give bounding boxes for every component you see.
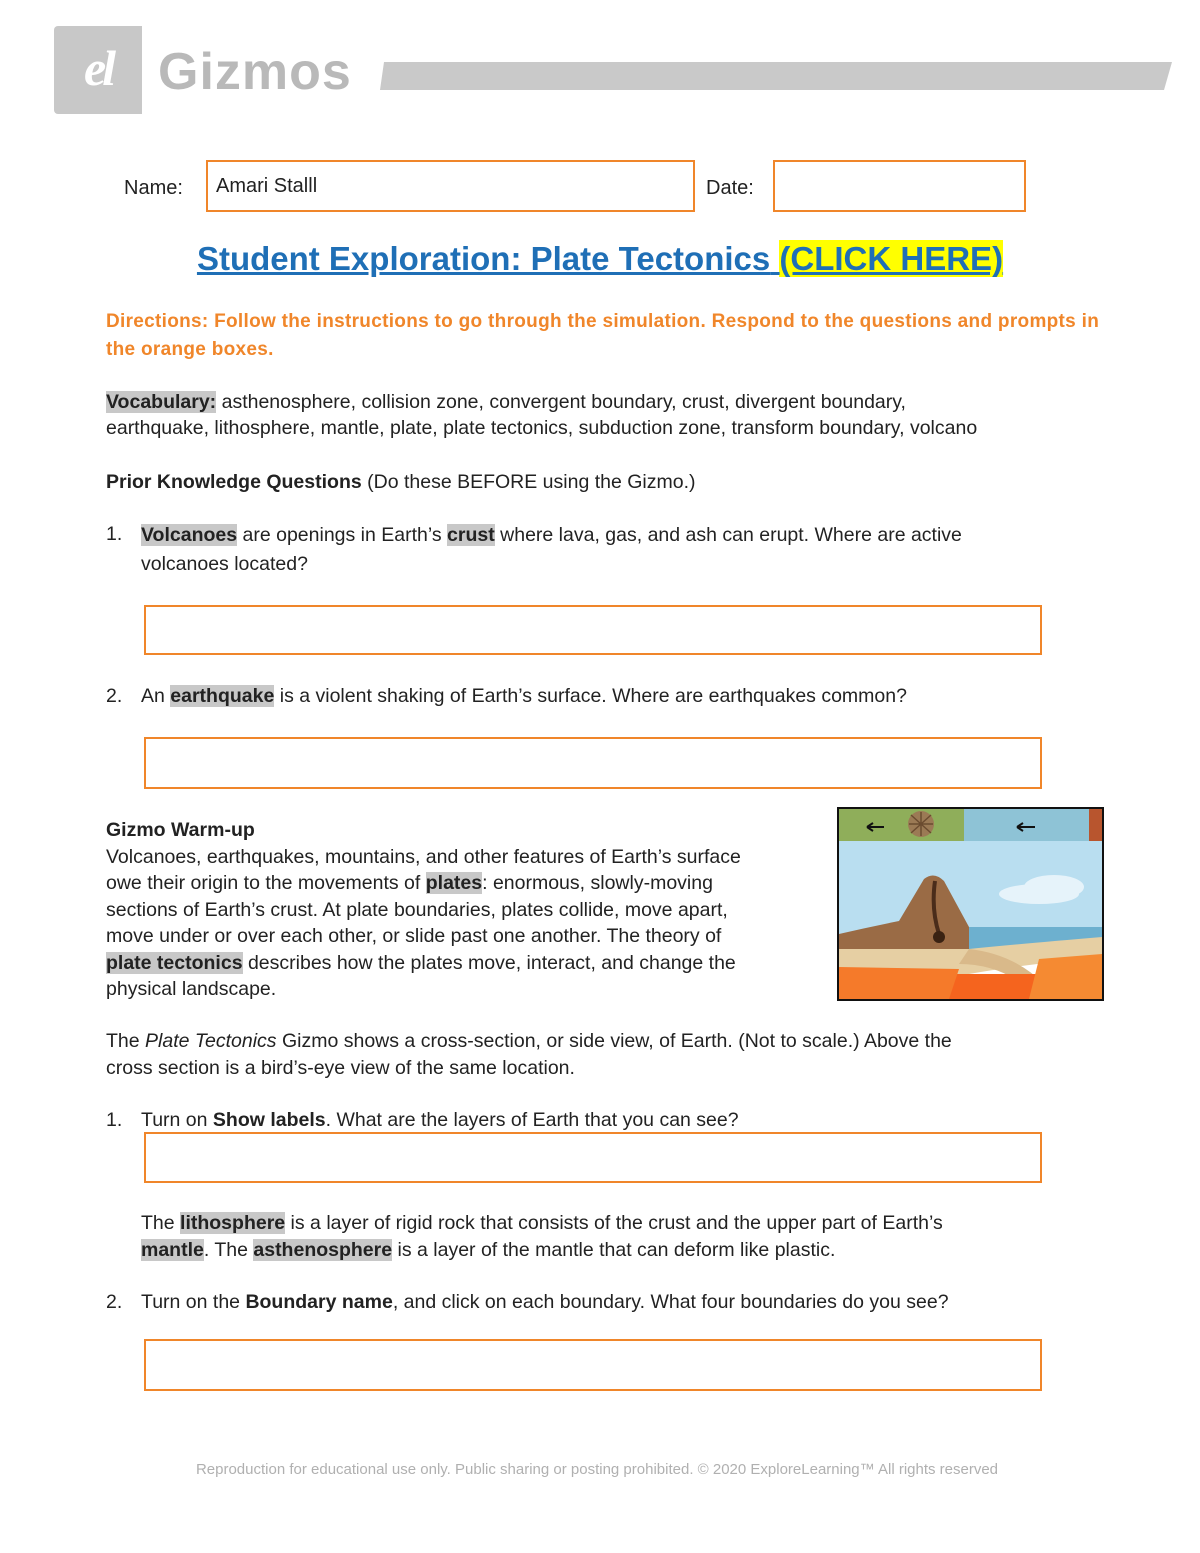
vocabulary: [106, 389, 1106, 441]
desc-gizmo-name: Plate Tectonics: [145, 1030, 277, 1052]
title-link[interactable]: [197, 240, 1003, 277]
term-earthquake: earthquake: [170, 685, 275, 707]
warmup-line4: move under or over each other, or slide past one another. The theory of: [106, 925, 722, 947]
term-volcanoes: Volcanoes: [141, 524, 238, 546]
term-mantle: mantle: [141, 1239, 204, 1261]
warmup-line2a: owe their origin to the movements of: [106, 872, 426, 894]
warmup-line1: Volcanoes, earthquakes, mountains, and other features of Earth’s surface: [106, 845, 741, 868]
info-t2: is a layer of rigid rock that consists of the crust and the upper part of Earth’s: [285, 1212, 943, 1234]
term-plates: plates: [425, 872, 483, 894]
name-value: Amari Stalll: [216, 174, 318, 197]
term-lithosphere: lithosphere: [180, 1212, 286, 1234]
term-asthenosphere: asthenosphere: [253, 1239, 393, 1261]
prior-q2: [141, 683, 1101, 709]
warmup-q1-number: 1.: [106, 1109, 123, 1131]
prior-heading: Prior Knowledge Questions: [106, 471, 362, 493]
desc-text-c: cross section is a bird’s-eye view of the same location.: [106, 1057, 575, 1079]
brand-name: Gizmos: [158, 43, 352, 101]
desc-text-b: Gizmo shows a cross-section, or side view, of Earth. (Not to scale.) Above the: [276, 1030, 952, 1052]
logo-mark: el: [83, 40, 113, 96]
boundary-name-term: Boundary name: [245, 1291, 393, 1313]
warmup-line6: physical landscape.: [106, 978, 277, 1000]
vocabulary-line2: earthquake, lithosphere, mantle, plate, plate tectonics, subduction zone, transform boundary, volcano: [106, 417, 978, 439]
name-field[interactable]: [206, 160, 695, 212]
warmup-q1-t2: . What are the layers of Earth that you can see?: [325, 1109, 739, 1131]
answer-box-prior-q2[interactable]: [144, 737, 1042, 789]
warmup-heading: Gizmo Warm-up: [106, 819, 255, 841]
prior-q2-text2: is a violent shaking of Earth’s surface. Where are earthquakes common?: [274, 685, 907, 707]
prior-note: (Do these BEFORE using the Gizmo.): [361, 471, 696, 493]
prior-q1: [141, 521, 1101, 579]
cross-section-image: [839, 809, 1102, 999]
warmup-line2b: : enormous, slowly-moving: [482, 872, 713, 894]
warmup-q2-t2: , and click on each boundary. What four boundaries do you see?: [392, 1291, 949, 1313]
desc-text-a: The: [106, 1030, 146, 1052]
warmup-q2-t1: Turn on the: [141, 1291, 246, 1313]
prior-q1-number: 1.: [106, 523, 123, 545]
warmup-q2-number: 2.: [106, 1291, 123, 1313]
page-title: [0, 240, 1200, 278]
prior-knowledge-heading: [106, 469, 696, 495]
name-label: Name:: [124, 177, 183, 199]
vocabulary-line1: asthenosphere, collision zone, convergent boundary, crust, divergent boundary,: [216, 391, 906, 413]
vocabulary-label: Vocabulary:: [106, 391, 217, 413]
date-field[interactable]: [773, 160, 1026, 212]
click-here-link[interactable]: (CLICK HERE): [779, 240, 1004, 277]
prior-q2-number: 2.: [106, 685, 123, 707]
explorelearning-logo: [54, 26, 142, 114]
prior-q2-text1: An: [141, 685, 171, 707]
header-bar: [380, 62, 1172, 90]
gizmo-description: [106, 1028, 1106, 1082]
warmup-q1-t1: Turn on: [141, 1109, 213, 1131]
term-crust: crust: [447, 524, 495, 546]
warmup-section: [106, 817, 826, 1003]
info-t3: . The: [203, 1239, 254, 1261]
directions: Directions: Follow the instructions to go through the simulation. Respond to the questions and prompts in the orange boxes.: [106, 311, 1100, 360]
prior-q1-text1: are openings in Earth’s: [237, 524, 448, 546]
answer-box-prior-q1[interactable]: [144, 605, 1042, 655]
info-t1: The: [141, 1212, 181, 1234]
date-label: Date:: [706, 177, 754, 199]
warmup-line3: sections of Earth’s crust. At plate boundaries, plates collide, move apart,: [106, 898, 728, 921]
prior-q1-text3: volcanoes located?: [141, 553, 308, 575]
plate-tectonics-illustration: [837, 807, 1104, 1001]
title-main: Student Exploration: Plate Tectonics: [196, 240, 771, 277]
info-t4: is a layer of the mantle that can deform like plastic.: [392, 1239, 836, 1261]
footer-copyright: Reproduction for educational use only. Public sharing or posting prohibited. © 2020 ExploreLearning™ All rights reserved: [195, 1461, 999, 1478]
answer-box-warmup-q2[interactable]: [144, 1339, 1042, 1391]
warmup-q2: [141, 1289, 1101, 1315]
term-plate-tectonics: plate tectonics: [106, 951, 243, 974]
warmup-line5b: describes how the plates move, interact, and change the: [242, 951, 736, 974]
show-labels-term: Show labels: [212, 1109, 326, 1131]
warmup-q1: [141, 1107, 1101, 1133]
layers-info: [141, 1210, 1101, 1264]
answer-box-warmup-q1[interactable]: [144, 1132, 1042, 1183]
prior-q1-text2: where lava, gas, and ash can erupt. Where are active: [494, 524, 962, 546]
